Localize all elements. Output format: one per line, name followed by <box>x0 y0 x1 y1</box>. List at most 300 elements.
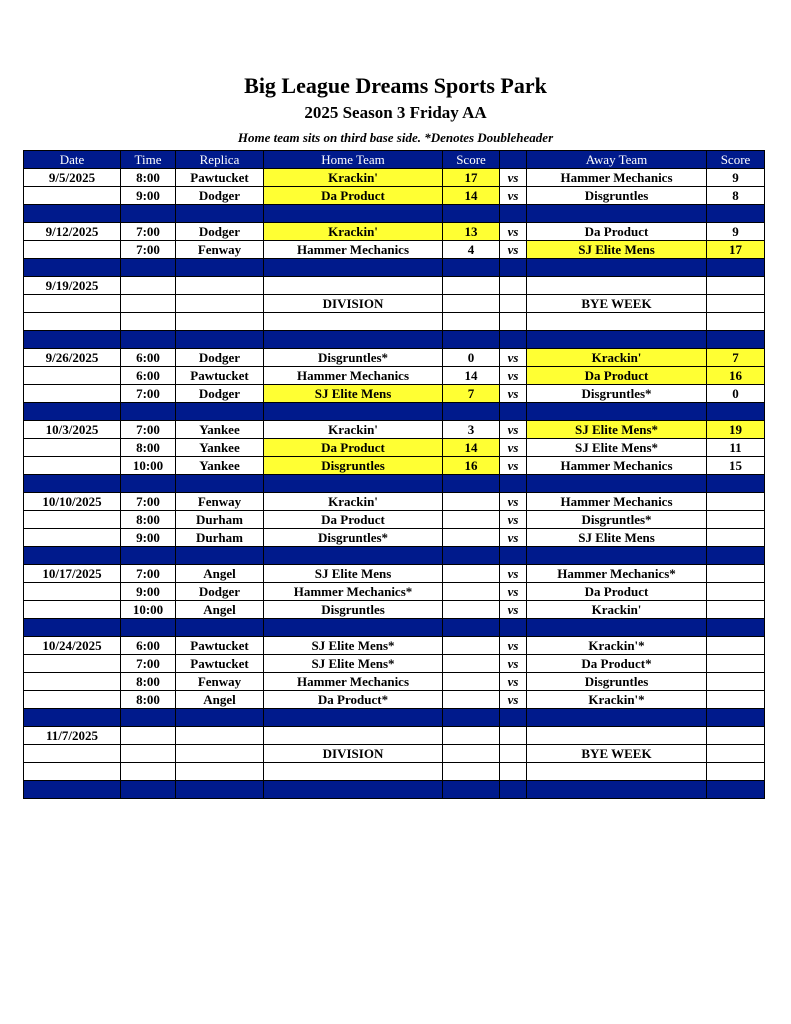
cell-away-score: 9 <box>707 169 765 187</box>
schedule-body <box>24 169 765 799</box>
game-row <box>24 727 765 745</box>
cell-home-score <box>443 295 500 313</box>
separator-cell <box>121 619 176 637</box>
cell-away-team: Hammer Mechanics <box>527 493 707 511</box>
cell-home-score: 4 <box>443 241 500 259</box>
cell-home-score <box>443 511 500 529</box>
cell-vs: vs <box>500 655 527 673</box>
cell-vs: vs <box>500 241 527 259</box>
game-row <box>24 223 765 241</box>
separator-cell <box>707 331 765 349</box>
cell-vs: vs <box>500 673 527 691</box>
header-away-team: Away Team <box>527 151 707 169</box>
cell-vs: vs <box>500 511 527 529</box>
cell-time: 8:00 <box>121 673 176 691</box>
cell-date <box>24 691 121 709</box>
cell-date <box>24 763 121 781</box>
cell-time: 9:00 <box>121 583 176 601</box>
separator-cell <box>264 547 443 565</box>
cell-away-score: 19 <box>707 421 765 439</box>
separator-cell <box>176 709 264 727</box>
separator-cell <box>443 619 500 637</box>
cell-home-score: 14 <box>443 367 500 385</box>
cell-vs: vs <box>500 691 527 709</box>
cell-date: 9/26/2025 <box>24 349 121 367</box>
cell-home-score <box>443 313 500 331</box>
separator-cell <box>500 259 527 277</box>
cell-time: 8:00 <box>121 511 176 529</box>
cell-home-score <box>443 529 500 547</box>
separator-cell <box>707 781 765 799</box>
cell-time: 7:00 <box>121 421 176 439</box>
cell-time <box>121 745 176 763</box>
cell-home-team: Hammer Mechanics <box>264 241 443 259</box>
week-separator-row <box>24 709 765 727</box>
separator-cell <box>500 709 527 727</box>
schedule-table <box>23 150 765 799</box>
page-subtitle: 2025 Season 3 Friday AA <box>304 103 487 122</box>
separator-cell <box>121 259 176 277</box>
week-separator-row <box>24 205 765 223</box>
cell-away-score <box>707 277 765 295</box>
cell-away-score: 17 <box>707 241 765 259</box>
cell-away-score <box>707 493 765 511</box>
cell-date <box>24 673 121 691</box>
cell-away-score <box>707 655 765 673</box>
game-row <box>24 367 765 385</box>
game-row <box>24 763 765 781</box>
cell-replica <box>176 295 264 313</box>
cell-away-score <box>707 763 765 781</box>
separator-cell <box>24 331 121 349</box>
cell-away-team: Krackin' <box>527 349 707 367</box>
game-row <box>24 241 765 259</box>
cell-home-score <box>443 583 500 601</box>
game-row <box>24 313 765 331</box>
cell-vs: vs <box>500 457 527 475</box>
cell-replica <box>176 313 264 331</box>
separator-cell <box>176 259 264 277</box>
cell-date <box>24 601 121 619</box>
cell-away-team: SJ Elite Mens* <box>527 421 707 439</box>
separator-cell <box>121 331 176 349</box>
separator-cell <box>500 475 527 493</box>
cell-date <box>24 385 121 403</box>
cell-away-score <box>707 637 765 655</box>
separator-cell <box>527 619 707 637</box>
game-row <box>24 655 765 673</box>
cell-away-team: Hammer Mechanics <box>527 457 707 475</box>
cell-home-team: SJ Elite Mens <box>264 565 443 583</box>
separator-cell <box>443 205 500 223</box>
game-row <box>24 529 765 547</box>
cell-away-team <box>527 727 707 745</box>
cell-home-score <box>443 277 500 295</box>
cell-home-score: 14 <box>443 439 500 457</box>
game-row <box>24 493 765 511</box>
game-row <box>24 187 765 205</box>
cell-date <box>24 511 121 529</box>
separator-cell <box>443 331 500 349</box>
cell-time: 7:00 <box>121 385 176 403</box>
separator-cell <box>176 331 264 349</box>
cell-time: 9:00 <box>121 187 176 205</box>
cell-time: 8:00 <box>121 169 176 187</box>
cell-home-score: 3 <box>443 421 500 439</box>
cell-replica: Dodger <box>176 223 264 241</box>
cell-time <box>121 763 176 781</box>
cell-home-score <box>443 763 500 781</box>
cell-home-team: Disgruntles <box>264 601 443 619</box>
cell-vs: vs <box>500 187 527 205</box>
cell-vs: vs <box>500 349 527 367</box>
game-row <box>24 385 765 403</box>
separator-cell <box>24 547 121 565</box>
cell-away-score <box>707 565 765 583</box>
cell-away-score <box>707 511 765 529</box>
cell-home-team: SJ Elite Mens* <box>264 655 443 673</box>
game-row <box>24 583 765 601</box>
cell-away-team: BYE WEEK <box>527 295 707 313</box>
game-row <box>24 601 765 619</box>
cell-home-team: Krackin' <box>264 421 443 439</box>
cell-away-team: Krackin'* <box>527 637 707 655</box>
cell-home-score: 16 <box>443 457 500 475</box>
week-separator-row <box>24 259 765 277</box>
header-home-team: Home Team <box>264 151 443 169</box>
cell-replica: Pawtucket <box>176 169 264 187</box>
separator-cell <box>264 403 443 421</box>
cell-time: 7:00 <box>121 241 176 259</box>
week-separator-row <box>24 781 765 799</box>
cell-away-team: Disgruntles* <box>527 385 707 403</box>
separator-cell <box>24 259 121 277</box>
cell-replica: Durham <box>176 529 264 547</box>
cell-away-score <box>707 745 765 763</box>
separator-cell <box>443 259 500 277</box>
separator-cell <box>443 403 500 421</box>
cell-date <box>24 529 121 547</box>
separator-cell <box>264 709 443 727</box>
separator-cell <box>121 709 176 727</box>
separator-cell <box>264 259 443 277</box>
separator-cell <box>707 475 765 493</box>
schedule-note: Home team sits on third base side. *Denotes Doubleheader <box>237 130 554 145</box>
cell-replica: Fenway <box>176 673 264 691</box>
separator-cell <box>443 709 500 727</box>
separator-cell <box>121 205 176 223</box>
cell-home-team: Da Product <box>264 439 443 457</box>
game-row <box>24 277 765 295</box>
cell-time <box>121 277 176 295</box>
cell-vs: vs <box>500 385 527 403</box>
cell-replica: Dodger <box>176 583 264 601</box>
cell-date <box>24 187 121 205</box>
cell-replica: Pawtucket <box>176 367 264 385</box>
game-row <box>24 637 765 655</box>
cell-time: 6:00 <box>121 637 176 655</box>
separator-cell <box>24 781 121 799</box>
game-row <box>24 421 765 439</box>
cell-away-team: Krackin'* <box>527 691 707 709</box>
cell-away-score: 15 <box>707 457 765 475</box>
cell-away-team <box>527 277 707 295</box>
separator-cell <box>264 619 443 637</box>
cell-home-score: 17 <box>443 169 500 187</box>
game-row <box>24 691 765 709</box>
cell-time: 6:00 <box>121 349 176 367</box>
cell-vs: vs <box>500 169 527 187</box>
cell-vs: vs <box>500 583 527 601</box>
game-row <box>24 745 765 763</box>
separator-cell <box>707 403 765 421</box>
cell-vs <box>500 313 527 331</box>
separator-cell <box>527 547 707 565</box>
separator-cell <box>176 547 264 565</box>
cell-away-team: BYE WEEK <box>527 745 707 763</box>
cell-home-team: Krackin' <box>264 169 443 187</box>
game-row <box>24 673 765 691</box>
cell-home-score <box>443 493 500 511</box>
cell-date: 10/3/2025 <box>24 421 121 439</box>
cell-time: 7:00 <box>121 655 176 673</box>
cell-replica: Dodger <box>176 187 264 205</box>
cell-home-team: Krackin' <box>264 493 443 511</box>
cell-replica: Fenway <box>176 241 264 259</box>
cell-home-team: SJ Elite Mens* <box>264 637 443 655</box>
cell-away-score: 9 <box>707 223 765 241</box>
cell-time: 9:00 <box>121 529 176 547</box>
cell-home-team: SJ Elite Mens <box>264 385 443 403</box>
separator-cell <box>527 259 707 277</box>
cell-replica: Dodger <box>176 349 264 367</box>
cell-date <box>24 745 121 763</box>
cell-away-team: Da Product <box>527 223 707 241</box>
cell-time: 10:00 <box>121 457 176 475</box>
cell-date: 11/7/2025 <box>24 727 121 745</box>
game-row <box>24 457 765 475</box>
cell-home-team: Disgruntles <box>264 457 443 475</box>
separator-cell <box>121 403 176 421</box>
cell-date: 9/5/2025 <box>24 169 121 187</box>
cell-home-team: Da Product <box>264 511 443 529</box>
cell-home-score <box>443 727 500 745</box>
cell-home-team: Hammer Mechanics <box>264 673 443 691</box>
cell-home-team: Krackin' <box>264 223 443 241</box>
cell-date <box>24 655 121 673</box>
separator-cell <box>176 619 264 637</box>
cell-vs: vs <box>500 565 527 583</box>
separator-cell <box>24 475 121 493</box>
cell-away-team: Disgruntles* <box>527 511 707 529</box>
header-time: Time <box>121 151 176 169</box>
separator-cell <box>24 619 121 637</box>
cell-home-team <box>264 277 443 295</box>
cell-replica: Angel <box>176 601 264 619</box>
separator-cell <box>707 619 765 637</box>
cell-away-team: Krackin' <box>527 601 707 619</box>
separator-cell <box>176 475 264 493</box>
week-separator-row <box>24 403 765 421</box>
cell-date: 10/10/2025 <box>24 493 121 511</box>
cell-away-score <box>707 583 765 601</box>
cell-replica <box>176 745 264 763</box>
cell-vs: vs <box>500 223 527 241</box>
cell-home-score <box>443 691 500 709</box>
cell-home-team: Da Product <box>264 187 443 205</box>
cell-away-score <box>707 691 765 709</box>
header-replica: Replica <box>176 151 264 169</box>
cell-replica: Dodger <box>176 385 264 403</box>
cell-away-team: Hammer Mechanics* <box>527 565 707 583</box>
cell-date: 9/12/2025 <box>24 223 121 241</box>
cell-vs: vs <box>500 421 527 439</box>
cell-home-team: DIVISION <box>264 745 443 763</box>
cell-time: 7:00 <box>121 565 176 583</box>
cell-time <box>121 295 176 313</box>
cell-vs <box>500 763 527 781</box>
separator-cell <box>527 475 707 493</box>
separator-cell <box>121 781 176 799</box>
cell-home-score <box>443 673 500 691</box>
week-separator-row <box>24 547 765 565</box>
separator-cell <box>500 619 527 637</box>
cell-home-score: 14 <box>443 187 500 205</box>
cell-date <box>24 295 121 313</box>
separator-cell <box>264 781 443 799</box>
cell-vs: vs <box>500 637 527 655</box>
separator-cell <box>176 403 264 421</box>
cell-replica: Fenway <box>176 493 264 511</box>
separator-cell <box>500 205 527 223</box>
cell-away-score <box>707 673 765 691</box>
cell-home-score: 0 <box>443 349 500 367</box>
separator-cell <box>500 781 527 799</box>
cell-vs <box>500 745 527 763</box>
header-date: Date <box>24 151 121 169</box>
separator-cell <box>264 331 443 349</box>
week-separator-row <box>24 619 765 637</box>
cell-away-score <box>707 313 765 331</box>
header-row <box>24 151 765 169</box>
cell-away-team: Da Product* <box>527 655 707 673</box>
separator-cell <box>121 475 176 493</box>
cell-time: 6:00 <box>121 367 176 385</box>
cell-date <box>24 313 121 331</box>
cell-home-team <box>264 313 443 331</box>
cell-replica: Yankee <box>176 421 264 439</box>
cell-time <box>121 727 176 745</box>
game-row <box>24 565 765 583</box>
week-separator-row <box>24 475 765 493</box>
separator-cell <box>707 547 765 565</box>
separator-cell <box>707 259 765 277</box>
separator-cell <box>443 781 500 799</box>
game-row <box>24 295 765 313</box>
cell-vs: vs <box>500 367 527 385</box>
game-row <box>24 169 765 187</box>
cell-vs <box>500 727 527 745</box>
cell-away-score <box>707 601 765 619</box>
separator-cell <box>176 205 264 223</box>
cell-home-score <box>443 637 500 655</box>
header-vs <box>500 151 527 169</box>
separator-cell <box>527 781 707 799</box>
cell-home-team: Disgruntles* <box>264 529 443 547</box>
cell-home-score <box>443 565 500 583</box>
cell-date: 9/19/2025 <box>24 277 121 295</box>
separator-cell <box>443 475 500 493</box>
cell-time <box>121 313 176 331</box>
cell-replica <box>176 727 264 745</box>
cell-replica: Pawtucket <box>176 637 264 655</box>
cell-date <box>24 457 121 475</box>
separator-cell <box>121 547 176 565</box>
cell-replica: Yankee <box>176 439 264 457</box>
separator-cell <box>527 331 707 349</box>
cell-replica: Yankee <box>176 457 264 475</box>
cell-replica <box>176 763 264 781</box>
cell-away-score <box>707 727 765 745</box>
cell-away-team: SJ Elite Mens <box>527 529 707 547</box>
cell-away-score <box>707 295 765 313</box>
separator-cell <box>527 205 707 223</box>
cell-home-team: Hammer Mechanics* <box>264 583 443 601</box>
cell-away-team: Disgruntles <box>527 187 707 205</box>
separator-cell <box>707 205 765 223</box>
cell-home-team: Da Product* <box>264 691 443 709</box>
cell-date: 10/24/2025 <box>24 637 121 655</box>
cell-date <box>24 583 121 601</box>
cell-vs: vs <box>500 439 527 457</box>
page-title: Big League Dreams Sports Park <box>244 73 547 98</box>
separator-cell <box>527 709 707 727</box>
separator-cell <box>24 403 121 421</box>
cell-away-score <box>707 529 765 547</box>
cell-time: 10:00 <box>121 601 176 619</box>
game-row <box>24 439 765 457</box>
cell-home-team: Disgruntles* <box>264 349 443 367</box>
cell-time: 8:00 <box>121 691 176 709</box>
cell-away-score: 16 <box>707 367 765 385</box>
separator-cell <box>443 547 500 565</box>
separator-cell <box>264 475 443 493</box>
cell-home-score <box>443 745 500 763</box>
separator-cell <box>24 709 121 727</box>
cell-home-team: Hammer Mechanics <box>264 367 443 385</box>
header-home-score: Score <box>443 151 500 169</box>
header-away-score: Score <box>707 151 765 169</box>
separator-cell <box>707 709 765 727</box>
cell-date <box>24 439 121 457</box>
cell-replica: Durham <box>176 511 264 529</box>
cell-replica: Angel <box>176 565 264 583</box>
cell-date: 10/17/2025 <box>24 565 121 583</box>
cell-time: 7:00 <box>121 223 176 241</box>
cell-away-team: Da Product <box>527 367 707 385</box>
cell-date <box>24 367 121 385</box>
cell-home-score: 7 <box>443 385 500 403</box>
separator-cell <box>527 403 707 421</box>
cell-vs: vs <box>500 601 527 619</box>
game-row <box>24 349 765 367</box>
cell-away-score: 8 <box>707 187 765 205</box>
cell-away-team <box>527 313 707 331</box>
separator-cell <box>176 781 264 799</box>
game-row <box>24 511 765 529</box>
cell-away-team: SJ Elite Mens <box>527 241 707 259</box>
cell-away-score: 11 <box>707 439 765 457</box>
